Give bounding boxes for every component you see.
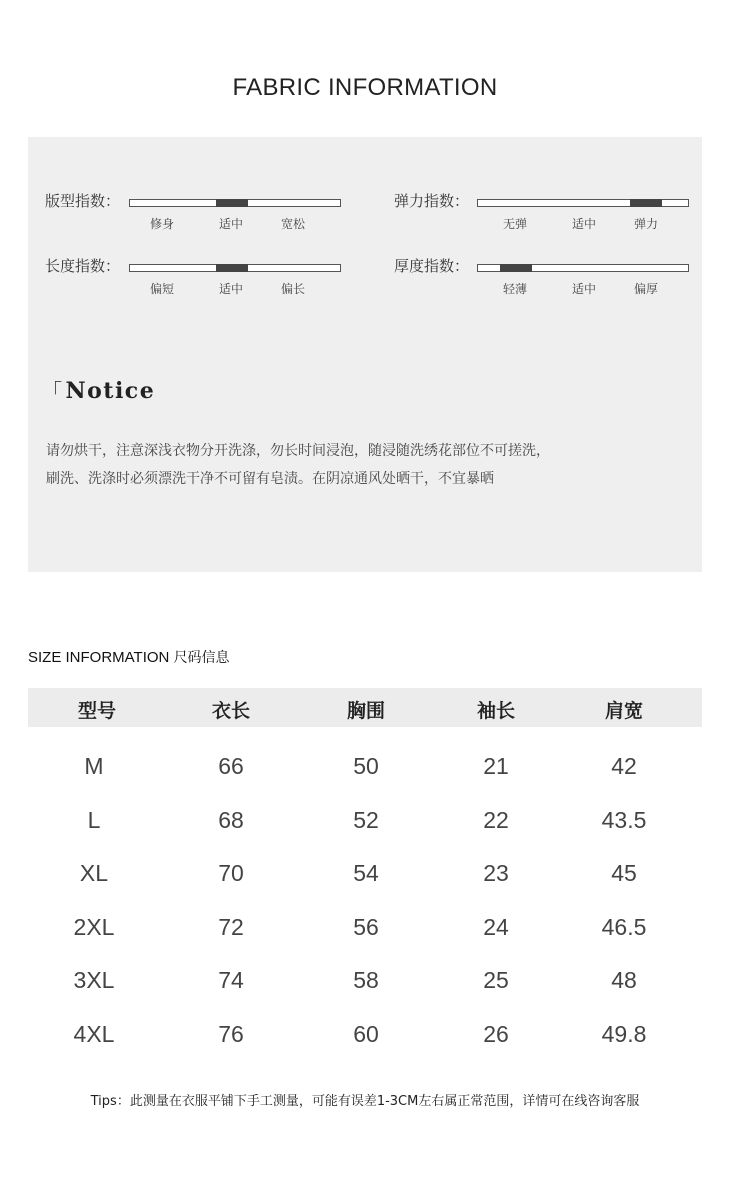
cell-size: 4XL bbox=[73, 1020, 115, 1047]
size-table bbox=[28, 688, 702, 1048]
table-row bbox=[28, 781, 702, 835]
fabric-title: FABRIC INFORMATION bbox=[232, 74, 498, 101]
cell-size: L bbox=[87, 806, 101, 833]
fit-tick-3: 宽松 bbox=[280, 217, 306, 231]
stretch-tick-2: 适中 bbox=[571, 217, 597, 231]
cell-shoulder: 46.5 bbox=[601, 913, 647, 940]
cell-sleeve: 25 bbox=[483, 967, 509, 993]
cell-length: 74 bbox=[218, 967, 244, 993]
thickness-index-marker bbox=[500, 264, 532, 272]
cell-length: 72 bbox=[218, 913, 244, 940]
table-row bbox=[28, 995, 702, 1049]
table-row bbox=[28, 888, 702, 942]
size-info-title-en: SIZE INFORMATION bbox=[28, 649, 170, 666]
fit-index-label: 版型指数： bbox=[45, 192, 121, 210]
length-tick-3: 偏长 bbox=[280, 282, 306, 296]
length-index-label: 长度指数： bbox=[45, 257, 121, 275]
notice-title: Notice bbox=[65, 378, 156, 404]
stretch-index-label: 弹力指数： bbox=[394, 192, 470, 210]
fabric-panel bbox=[28, 137, 702, 572]
cell-shoulder: 42 bbox=[611, 753, 637, 779]
cell-chest: 52 bbox=[353, 806, 379, 833]
size-table-body bbox=[28, 727, 702, 1048]
size-info-title-cn: 尺码信息 bbox=[173, 650, 230, 666]
table-row bbox=[28, 834, 702, 888]
cell-size: 3XL bbox=[73, 967, 115, 993]
cell-chest: 56 bbox=[353, 913, 379, 940]
fit-index bbox=[45, 190, 345, 230]
header-sleeve: 袖长 bbox=[476, 700, 516, 722]
table-row bbox=[28, 727, 702, 781]
tips-text: Tips：此测量在衣服平铺下手工测量，可能有误差1-3CM左右属正常范围，详情可在线咨询客服 bbox=[90, 1094, 640, 1109]
fit-index-marker bbox=[216, 199, 248, 207]
notice-heading bbox=[42, 375, 155, 404]
cell-chest: 50 bbox=[353, 753, 379, 779]
notice-bracket: 「 bbox=[42, 379, 64, 403]
cell-size: 2XL bbox=[73, 913, 115, 940]
cell-chest: 58 bbox=[353, 967, 379, 993]
stretch-tick-3: 弹力 bbox=[633, 217, 659, 231]
thickness-tick-2: 适中 bbox=[571, 282, 597, 296]
notice-line-2: 刷洗、洗涤时必须漂洗干净不可留有皂渍。在阴凉通风处晒干，不宜暴晒 bbox=[46, 471, 494, 487]
notice-line-1: 请勿烘干，注意深浅衣物分开洗涤，勿长时间浸泡，随浸随洗绣花部位不可搓洗， bbox=[46, 443, 550, 459]
cell-chest: 54 bbox=[353, 860, 379, 886]
thickness-tick-3: 偏厚 bbox=[633, 282, 659, 296]
cell-length: 66 bbox=[218, 753, 244, 779]
notice-text bbox=[46, 437, 550, 493]
size-info-title bbox=[28, 647, 230, 667]
length-index bbox=[45, 255, 345, 295]
cell-sleeve: 22 bbox=[483, 806, 509, 833]
length-index-track bbox=[129, 264, 341, 272]
header-shoulder: 肩宽 bbox=[604, 700, 644, 722]
size-table-header bbox=[28, 688, 702, 727]
thickness-index-label: 厚度指数： bbox=[394, 257, 470, 275]
cell-shoulder: 48 bbox=[611, 967, 637, 993]
cell-length: 68 bbox=[218, 806, 244, 833]
thickness-tick-1: 轻薄 bbox=[502, 282, 528, 296]
fit-tick-1: 修身 bbox=[149, 217, 175, 231]
cell-sleeve: 26 bbox=[483, 1020, 509, 1047]
cell-shoulder: 43.5 bbox=[601, 806, 647, 833]
stretch-index-marker bbox=[630, 199, 662, 207]
cell-sleeve: 24 bbox=[483, 913, 509, 940]
header-model: 型号 bbox=[77, 700, 117, 722]
thickness-index bbox=[394, 255, 694, 295]
cell-length: 76 bbox=[218, 1020, 244, 1047]
thickness-index-track bbox=[477, 264, 689, 272]
length-tick-1: 偏短 bbox=[149, 282, 175, 296]
length-index-marker bbox=[216, 264, 248, 272]
length-tick-2: 适中 bbox=[218, 282, 244, 296]
stretch-index-track bbox=[477, 199, 689, 207]
stretch-index bbox=[394, 190, 694, 230]
cell-shoulder: 49.8 bbox=[601, 1020, 647, 1047]
header-length: 衣长 bbox=[211, 700, 251, 722]
fit-tick-2: 适中 bbox=[218, 217, 244, 231]
table-row bbox=[28, 941, 702, 995]
cell-sleeve: 21 bbox=[483, 753, 509, 779]
stretch-tick-1: 无弹 bbox=[502, 217, 528, 231]
cell-size: XL bbox=[79, 860, 109, 886]
cell-sleeve: 23 bbox=[483, 860, 509, 886]
cell-length: 70 bbox=[218, 860, 244, 886]
header-chest: 胸围 bbox=[346, 700, 386, 722]
cell-chest: 60 bbox=[353, 1020, 379, 1047]
cell-shoulder: 45 bbox=[611, 860, 637, 886]
cell-size: M bbox=[84, 753, 104, 779]
fit-index-track bbox=[129, 199, 341, 207]
